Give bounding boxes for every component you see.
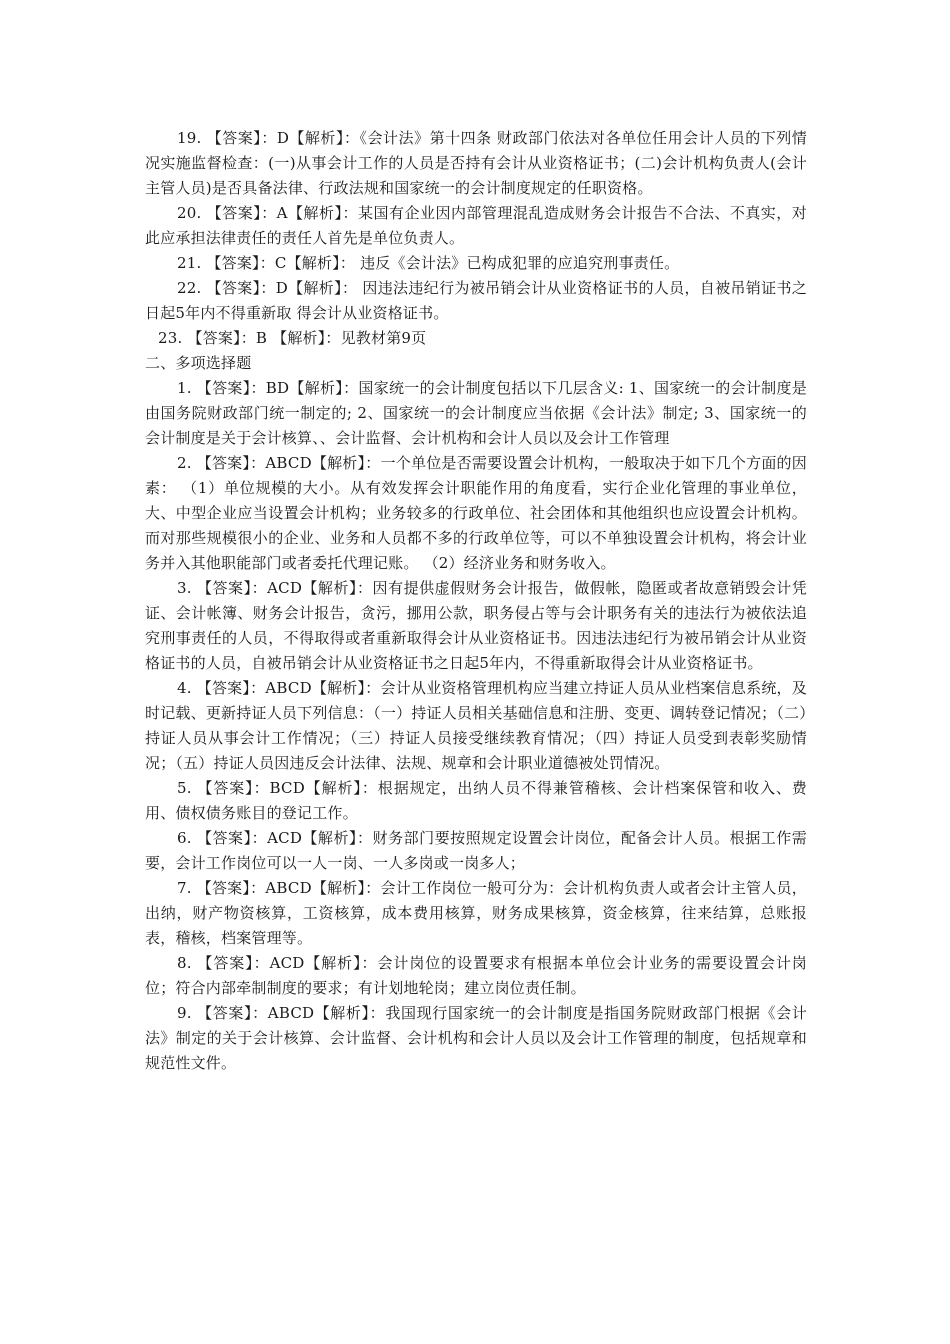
multi-answer-6: 6. 【答案】：ACD【解析】：财务部门要按照规定设置会计岗位，配备会计人员。根据工作需要，会计工作岗位可以一人一岗、一人多岗或一岗多人；: [145, 829, 807, 872]
document-page: [145, 126, 807, 1076]
multi-answer-2: 2. 【答案】：ABCD【解析】：一个单位是否需要设置会计机构，一般取决于如下几个方面的因素： （1）单位规模的大小。从有效发挥会计职能作用的角度看，实行企业化管理的事业单位，大、中型企业应当设置会计机构；业务较多的行政单位、社会团体和其他组织也应设置会计机构。而对那些规模很小的企业、业务和人员都不多的行政单位等，可以不单独设置会计机构，将会计业务并入其他职能部门或者委托代理记账。 （2）经济业务和财务收入。: [145, 454, 807, 572]
multi-answer-4: 4. 【答案】：ABCD【解析】：会计从业资格管理机构应当建立持证人员从业档案信息系统，及时记载、更新持证人员下列信息：（一）持证人员相关基础信息和注册、变更、调转登记情况；（二）持证人员从事会计工作情况；（三）持证人员接受继续教育情况；（四）持证人员受到表彰奖励情况；（五）持证人员因违反会计法律、法规、规章和会计职业道德被处罚情况。: [145, 679, 807, 772]
multi-answer-7: 7. 【答案】：ABCD【解析】：会计工作岗位一般可分为：会计机构负责人或者会计主管人员，出纳，财产物资核算，工资核算，成本费用核算，财务成果核算，资金核算，往来结算，总账报表，稽核，档案管理等。: [145, 879, 807, 947]
multi-answer-3: 3. 【答案】：ACD【解析】：因有提供虚假财务会计报告，做假帐，隐匿或者故意销毁会计凭证、会计帐簿、财务会计报告，贪污，挪用公款，职务侵占等与会计职务有关的违法行为被依法追究刑事责任的人员，不得取得或者重新取得会计从业资格证书。因违法违纪行为被吊销会计从业资格证书的人员，自被吊销会计从业资格证书之日起5年内，不得重新取得会计从业资格证书。: [145, 579, 807, 672]
section-title: 二、多项选择题: [145, 354, 252, 372]
answer-23: 23. 【答案】：B 【解析】：见教材第9页: [158, 329, 427, 347]
answer-21: 21. 【答案】：C【解析】： 违反《会计法》已构成犯罪的应追究刑事责任。: [177, 254, 680, 272]
answer-20: 20. 【答案】：A【解析】：某国有企业因内部管理混乱造成财务会计报告不合法、不真实，对此应承担法律责任的责任人首先是单位负责人。: [145, 204, 807, 247]
answer-22: 22. 【答案】：D【解析】： 因违法违纪行为被吊销会计从业资格证书的人员，自被吊销证书之日起5年内不得重新取 得会计从业资格证书。: [145, 279, 807, 322]
multi-answer-9: 9. 【答案】：ABCD【解析】：我国现行国家统一的会计制度是指国务院财政部门根据《会计法》制定的关于会计核算、会计监督、会计机构和会计人员以及会计工作管理的制度，包括规章和规范性文件。: [145, 1004, 807, 1072]
answer-19: 19. 【答案】：D【解析】：《会计法》第十四条 财政部门依法对各单位任用会计人员的下列情况实施监督检查：(一)从事会计工作的人员是否持有会计从业资格证书；(二)会计机构负责人(会计主管人员)是否具备法律、行政法规和国家统一的会计制度规定的任职资格。: [145, 129, 807, 197]
multi-answer-1: 1. 【答案】：BD【解析】：国家统一的会计制度包括以下几层含义: 1、国家统一的会计制度是由国务院财政部门统一制定的; 2、国家统一的会计制度应当依据《会计法》制定; 3、国家统一的会计制度是关于会计核算、、会计监督、会计机构和会计人员以及会计工作管理: [145, 379, 807, 447]
multi-answer-5: 5. 【答案】：BCD【解析】：根据规定，出纳人员不得兼管稽核、会计档案保管和收入、费用、债权债务账目的登记工作。: [145, 779, 807, 822]
multi-answer-8: 8. 【答案】：ACD【解析】：会计岗位的设置要求有根据本单位会计业务的需要设置会计岗位；符合内部牵制制度的要求；有计划地轮岗；建立岗位责任制。: [145, 954, 807, 997]
